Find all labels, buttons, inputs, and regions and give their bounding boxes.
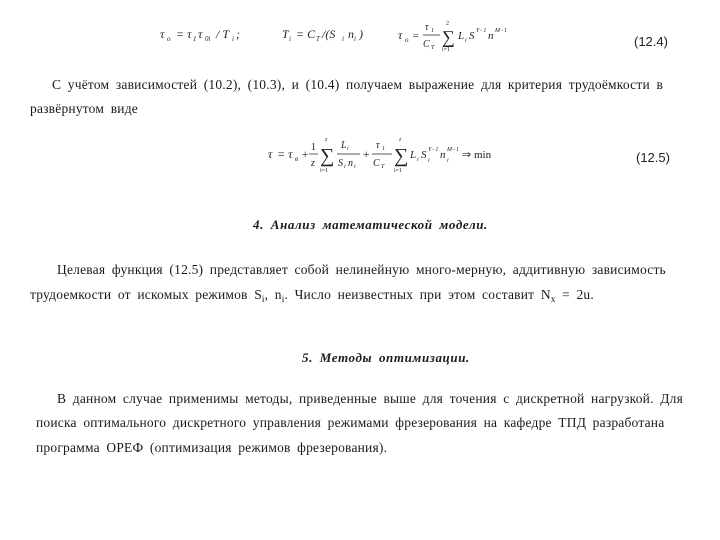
f124c-den: C <box>423 39 430 50</box>
f125-S-sub: i <box>428 158 430 164</box>
f125-frac3-num-sub: 1 <box>382 146 385 152</box>
section-heading-4: 4. Анализ математической модели. <box>253 217 488 232</box>
f125-frac3-num: τ <box>376 140 380 151</box>
f125-frac2-den: S <box>338 158 343 169</box>
f124a-sub1: 1 <box>193 35 197 43</box>
f124b-lhs: T <box>282 27 289 41</box>
f124c-lhs-sub: o <box>405 36 409 44</box>
f124a-lhs: τ <box>160 27 165 41</box>
f125-lhs: τ <box>268 147 273 161</box>
f124b-s-sub: i <box>342 35 344 43</box>
f124b-eq: = C <box>296 27 316 41</box>
f125-n-sub: i <box>447 158 449 164</box>
p2-text-c: . Число неизвестных при этом составит N <box>284 287 551 302</box>
f124a-eq: = τ <box>176 27 192 41</box>
f124b-c-sub: T <box>316 35 320 43</box>
f125-S: S <box>421 149 427 161</box>
f124c-sum-top: 2 <box>446 21 449 27</box>
f125-n-sup: M−1 <box>447 147 460 153</box>
f125-eq: = τ <box>277 147 293 161</box>
p2-text-d: = 2u. <box>555 287 594 302</box>
f125-sum2-bot: i=1 <box>394 168 403 174</box>
f124b-slash: /(S <box>322 27 336 41</box>
f125-frac2-num: L <box>341 140 347 151</box>
f124c-sum-bot: i=1 <box>442 47 451 53</box>
f124a-sub2: 0i <box>205 35 211 43</box>
f124a-lhs-sub: o <box>167 35 171 43</box>
f124c-num: τ <box>425 22 429 33</box>
f125-sum2-top: z <box>399 137 402 143</box>
f124a-tail-sub: i <box>232 35 234 43</box>
p2-sub-x: x <box>550 294 556 304</box>
paragraph-1-line-1: С учётом зависимостей (10.2), (10.3), и (10.4) получаем выражение для критерия трудоёмкости в <box>52 77 664 92</box>
f125-sum-top: z <box>325 137 328 143</box>
f124c-num-sub: 1 <box>431 28 434 34</box>
f124b-close: ) <box>359 27 363 41</box>
formula-12-5 <box>268 132 492 178</box>
paragraph-3-line-2: поиска оптимального дискретного управления режимами фрезерования на кафедре ТПД разработана <box>36 415 665 430</box>
f125-sum-sign: ∑ <box>320 145 335 167</box>
f125-frac2-den-n: n <box>348 158 353 169</box>
f125-frac1-num: 1 <box>311 142 316 153</box>
f125-sum2-sign: ∑ <box>394 145 409 167</box>
f124c-sum-sign: ∑ <box>442 27 455 47</box>
f125-body-sub: i <box>417 157 419 163</box>
f124c-S: S <box>469 30 475 42</box>
f125-frac2-den-n-sub: i <box>354 164 356 170</box>
paragraph-2-line-2 <box>30 287 594 304</box>
f125-tau-sub: в <box>295 155 299 163</box>
f125-frac2-den-sub: i <box>344 164 346 170</box>
f124c-body-sub: i <box>465 38 467 44</box>
f125-n: n <box>440 149 446 161</box>
f124b-n: n <box>348 27 354 41</box>
f125-frac1-den: z <box>311 158 315 169</box>
p2-text-b: , n <box>264 287 282 302</box>
f124c-n: n <box>488 30 494 42</box>
f124c-den-sub: T <box>431 45 435 51</box>
f124c-S-sup: Y−1 <box>476 28 487 34</box>
f124a-end: ; <box>236 27 240 41</box>
f125-frac3-den-sub: T <box>381 164 385 170</box>
section-heading-5: 5. Методы оптимизации. <box>302 350 470 365</box>
formula-12-4-part-a <box>160 22 270 46</box>
equation-number-12-4: (12.4) <box>634 34 668 49</box>
paragraph-2-line-1: Целевая функция (12.5) представляет собой нелинейную много-мерную, аддитивную зависимость <box>57 262 666 277</box>
f125-frac2-num-sub: i <box>347 146 349 152</box>
paragraph-3-line-3: программа ОРЕФ (оптимизация режимов фрезерования). <box>36 440 388 455</box>
p2-sub-i-1: i <box>261 294 265 304</box>
f125-S-sup: Y−1 <box>428 147 439 153</box>
formula-12-4-part-b <box>282 22 392 46</box>
formula-12-4-part-c <box>398 18 538 54</box>
f124b-lhs-sub: i <box>289 35 291 43</box>
f124a-tail: / T <box>216 27 230 41</box>
f125-frac3-den: C <box>373 158 380 169</box>
p2-sub-i-2: i <box>281 294 285 304</box>
paragraph-1-line-2: развёрнутом виде <box>30 101 138 116</box>
f124b-n-sub: i <box>354 35 356 43</box>
f125-sum-bot: i=1 <box>320 168 329 174</box>
f125-plus: + <box>301 147 310 161</box>
f124c-body: L <box>458 30 465 42</box>
f125-body: L <box>410 149 417 161</box>
equation-number-12-5: (12.5) <box>636 150 670 165</box>
f125-rel: ⇒ min <box>462 149 492 161</box>
f125-plus2: + <box>362 147 371 161</box>
f124c-lhs: τ <box>398 28 403 42</box>
f124c-eq: = <box>412 30 420 42</box>
p2-text-a: трудоемкости от искомых режимов S <box>30 287 262 302</box>
f124a-mid: τ <box>198 27 203 41</box>
paragraph-3-line-1: В данном случае применимы методы, приведенные выше для точения с дискретной нагрузкой. Для <box>57 391 683 406</box>
f124c-n-sup: M−1 <box>495 28 508 34</box>
